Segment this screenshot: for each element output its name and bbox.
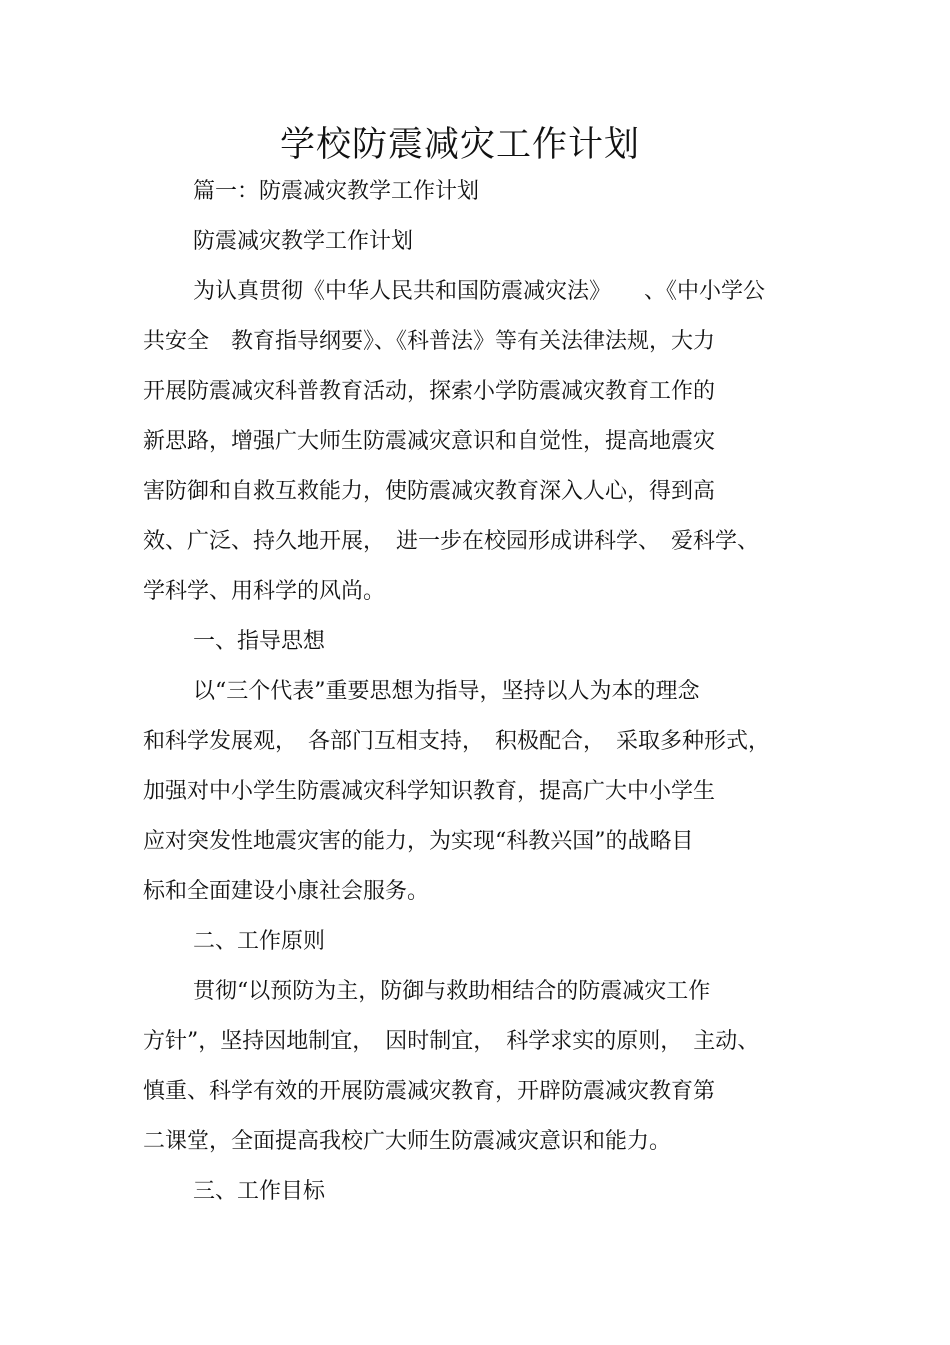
paragraph-intro-line-2: 共安全 教育指导纲要》、《科普法》等有关法律法规，大力 [143,329,716,354]
paragraph-intro-line-6: 效、广泛、持久地开展， 进一步在校园形成讲科学、 爱科学、 [143,529,760,554]
paragraph-intro-line-7: 学科学、用科学的风尚。 [143,579,386,604]
document-title: 学校防震减灾工作计划 [279,125,640,165]
plan-subtitle: 防震减灾教学工作计划 [193,229,414,254]
section-heading-part-one: 篇一：防震减灾教学工作计划 [193,179,480,204]
paragraph-guiding-line-5: 标和全面建设小康社会服务。 [143,879,430,904]
paragraph-intro-line-1: 为认真贯彻《中华人民共和国防震减灾法》 、《中小学公 [193,279,766,304]
paragraph-intro-line-5: 害防御和自救互救能力，使防震减灾教育深入人心，得到高 [143,479,716,504]
paragraph-principles-line-3: 慎重、科学有效的开展防震减灾教育，开辟防震减灾教育第 [143,1079,716,1104]
paragraph-principles-line-4: 二课堂，全面提高我校广大师生防震减灾意识和能力。 [143,1129,672,1154]
paragraph-principles-line-2: 方针”，坚持因地制宜， 因时制宜， 科学求实的原则， 主动、 [143,1029,760,1054]
paragraph-intro-line-4: 新思路，增强广大师生防震减灾意识和自觉性，提高地震灾 [143,429,716,454]
paragraph-guiding-line-1: 以“三个代表”重要思想为指导，坚持以人为本的理念 [193,679,700,704]
paragraph-guiding-line-2: 和科学发展观， 各部门互相支持， 积极配合， 采取多种形式， [143,729,771,754]
section-heading-work-principles: 二、工作原则 [193,929,326,954]
paragraph-intro-line-3: 开展防震减灾科普教育活动，探索小学防震减灾教育工作的 [143,379,716,404]
paragraph-guiding-line-3: 加强对中小学生防震减灾科学知识教育，提高广大中小学生 [143,779,716,804]
section-heading-work-goals: 三、工作目标 [193,1179,326,1204]
section-heading-guiding-thought: 一、指导思想 [193,629,326,654]
paragraph-guiding-line-4: 应对突发性地震灾害的能力，为实现“科教兴国”的战略目 [143,829,694,854]
paragraph-principles-line-1: 贯彻“以预防为主，防御与救助相结合的防震减灾工作 [193,979,711,1004]
